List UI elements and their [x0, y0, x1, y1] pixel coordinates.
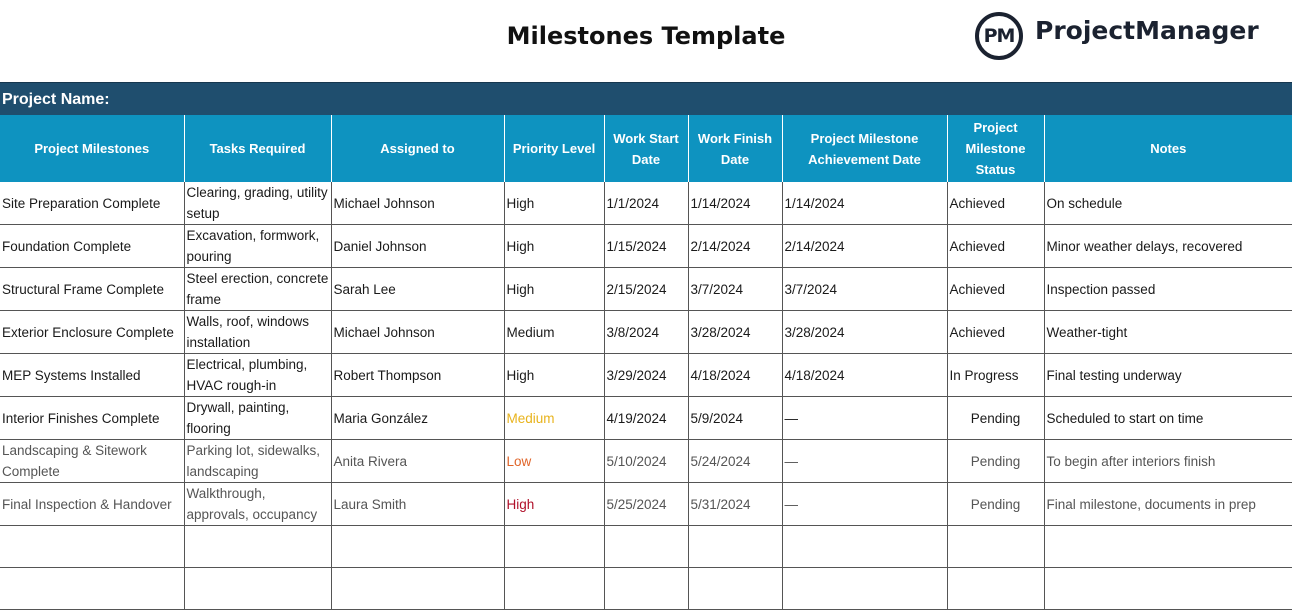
priority-cell[interactable]: Low: [504, 440, 604, 483]
empty-cell[interactable]: [604, 526, 688, 568]
empty-cell[interactable]: [184, 568, 331, 610]
status-cell[interactable]: Pending: [947, 440, 1044, 483]
notes-cell[interactable]: Inspection passed: [1044, 268, 1292, 311]
start-date-cell[interactable]: 1/1/2024: [604, 182, 688, 225]
tasks-cell[interactable]: Walkthrough, approvals, occupancy: [184, 483, 331, 526]
notes-cell[interactable]: On schedule: [1044, 182, 1292, 225]
priority-cell[interactable]: Medium: [504, 397, 604, 440]
achievement-date-cell[interactable]: 4/18/2024: [782, 354, 947, 397]
achievement-date-cell[interactable]: —: [782, 440, 947, 483]
start-date-cell[interactable]: 3/8/2024: [604, 311, 688, 354]
notes-cell[interactable]: Final milestone, documents in prep: [1044, 483, 1292, 526]
priority-cell[interactable]: High: [504, 182, 604, 225]
column-header[interactable]: Project Milestone Status: [947, 115, 1044, 182]
table-row: [0, 397, 1292, 440]
column-header[interactable]: Tasks Required: [184, 115, 331, 182]
column-header[interactable]: Notes: [1044, 115, 1292, 182]
table-row: [0, 483, 1292, 526]
empty-cell[interactable]: [604, 568, 688, 610]
assigned-cell[interactable]: Michael Johnson: [331, 182, 504, 225]
achievement-date-cell[interactable]: —: [782, 397, 947, 440]
milestone-cell[interactable]: Site Preparation Complete: [0, 182, 184, 225]
assigned-cell[interactable]: Robert Thompson: [331, 354, 504, 397]
empty-cell[interactable]: [782, 568, 947, 610]
empty-cell[interactable]: [0, 568, 184, 610]
priority-cell[interactable]: Medium: [504, 311, 604, 354]
column-header[interactable]: Assigned to: [331, 115, 504, 182]
status-cell[interactable]: In Progress: [947, 354, 1044, 397]
column-header[interactable]: Project Milestones: [0, 115, 184, 182]
empty-cell[interactable]: [0, 526, 184, 568]
milestone-cell[interactable]: MEP Systems Installed: [0, 354, 184, 397]
column-header[interactable]: Work Start Date: [604, 115, 688, 182]
tasks-cell[interactable]: Walls, roof, windows installation: [184, 311, 331, 354]
sheet-header: [0, 0, 1292, 82]
status-cell[interactable]: Achieved: [947, 311, 1044, 354]
table-row: [0, 182, 1292, 225]
milestone-cell[interactable]: Foundation Complete: [0, 225, 184, 268]
column-header[interactable]: Project Milestone Achievement Date: [782, 115, 947, 182]
table-row-empty: [0, 568, 1292, 610]
assigned-cell[interactable]: Laura Smith: [331, 483, 504, 526]
tasks-cell[interactable]: Electrical, plumbing, HVAC rough-in: [184, 354, 331, 397]
assigned-cell[interactable]: Daniel Johnson: [331, 225, 504, 268]
assigned-cell[interactable]: Sarah Lee: [331, 268, 504, 311]
priority-cell[interactable]: High: [504, 225, 604, 268]
empty-cell[interactable]: [688, 568, 782, 610]
tasks-cell[interactable]: Clearing, grading, utility setup: [184, 182, 331, 225]
empty-cell[interactable]: [782, 526, 947, 568]
milestones-table: [0, 115, 1292, 610]
empty-cell[interactable]: [331, 526, 504, 568]
finish-date-cell[interactable]: 5/24/2024: [688, 440, 782, 483]
tasks-cell[interactable]: Excavation, formwork, pouring: [184, 225, 331, 268]
table-row: [0, 440, 1292, 483]
start-date-cell[interactable]: 1/15/2024: [604, 225, 688, 268]
milestone-cell[interactable]: Landscaping & Sitework Complete: [0, 440, 184, 483]
column-header-row: [0, 115, 1292, 182]
column-header[interactable]: Priority Level: [504, 115, 604, 182]
finish-date-cell[interactable]: 3/7/2024: [688, 268, 782, 311]
notes-cell[interactable]: Final testing underway: [1044, 354, 1292, 397]
notes-cell[interactable]: Scheduled to start on time: [1044, 397, 1292, 440]
project-name-bar[interactable]: [0, 82, 1292, 115]
empty-cell[interactable]: [947, 568, 1044, 610]
status-cell[interactable]: Achieved: [947, 268, 1044, 311]
notes-cell[interactable]: Minor weather delays, recovered: [1044, 225, 1292, 268]
empty-cell[interactable]: [1044, 526, 1292, 568]
empty-cell[interactable]: [688, 526, 782, 568]
table-row: [0, 311, 1292, 354]
achievement-date-cell[interactable]: 3/28/2024: [782, 311, 947, 354]
project-name-label: Project Name:: [2, 91, 110, 108]
table-row-empty: [0, 526, 1292, 568]
start-date-cell[interactable]: 5/25/2024: [604, 483, 688, 526]
notes-cell[interactable]: To begin after interiors finish: [1044, 440, 1292, 483]
status-cell[interactable]: Achieved: [947, 225, 1044, 268]
tasks-cell[interactable]: Drywall, painting, flooring: [184, 397, 331, 440]
table-row: [0, 268, 1292, 311]
page-title: Milestones Template: [506, 22, 786, 50]
table-row: [0, 225, 1292, 268]
assigned-cell[interactable]: Michael Johnson: [331, 311, 504, 354]
finish-date-cell[interactable]: 1/14/2024: [688, 182, 782, 225]
empty-cell[interactable]: [331, 568, 504, 610]
tasks-cell[interactable]: Parking lot, sidewalks, landscaping: [184, 440, 331, 483]
priority-cell[interactable]: High: [504, 268, 604, 311]
finish-date-cell[interactable]: 5/9/2024: [688, 397, 782, 440]
start-date-cell[interactable]: 3/29/2024: [604, 354, 688, 397]
finish-date-cell[interactable]: 3/28/2024: [688, 311, 782, 354]
logo: [975, 9, 1259, 63]
achievement-date-cell[interactable]: 3/7/2024: [782, 268, 947, 311]
milestone-cell[interactable]: Structural Frame Complete: [0, 268, 184, 311]
milestone-cell[interactable]: Final Inspection & Handover: [0, 483, 184, 526]
empty-cell[interactable]: [504, 526, 604, 568]
empty-cell[interactable]: [947, 526, 1044, 568]
assigned-cell[interactable]: Maria González: [331, 397, 504, 440]
priority-cell[interactable]: High: [504, 354, 604, 397]
status-cell[interactable]: Achieved: [947, 182, 1044, 225]
start-date-cell[interactable]: 5/10/2024: [604, 440, 688, 483]
tasks-cell[interactable]: Steel erection, concrete frame: [184, 268, 331, 311]
achievement-date-cell[interactable]: 2/14/2024: [782, 225, 947, 268]
finish-date-cell[interactable]: 5/31/2024: [688, 483, 782, 526]
finish-date-cell[interactable]: 2/14/2024: [688, 225, 782, 268]
empty-cell[interactable]: [184, 526, 331, 568]
table-row: [0, 354, 1292, 397]
pm-logo-icon: PM: [975, 12, 1023, 60]
assigned-cell[interactable]: Anita Rivera: [331, 440, 504, 483]
empty-cell[interactable]: [504, 568, 604, 610]
start-date-cell[interactable]: 2/15/2024: [604, 268, 688, 311]
finish-date-cell[interactable]: 4/18/2024: [688, 354, 782, 397]
achievement-date-cell[interactable]: 1/14/2024: [782, 182, 947, 225]
logo-text: ProjectManager: [1035, 15, 1259, 45]
empty-cell[interactable]: [1044, 568, 1292, 610]
milestone-cell[interactable]: Interior Finishes Complete: [0, 397, 184, 440]
status-cell[interactable]: Pending: [947, 483, 1044, 526]
notes-cell[interactable]: Weather-tight: [1044, 311, 1292, 354]
priority-cell[interactable]: High: [504, 483, 604, 526]
milestone-cell[interactable]: Exterior Enclosure Complete: [0, 311, 184, 354]
start-date-cell[interactable]: 4/19/2024: [604, 397, 688, 440]
achievement-date-cell[interactable]: —: [782, 483, 947, 526]
column-header[interactable]: Work Finish Date: [688, 115, 782, 182]
status-cell[interactable]: Pending: [947, 397, 1044, 440]
